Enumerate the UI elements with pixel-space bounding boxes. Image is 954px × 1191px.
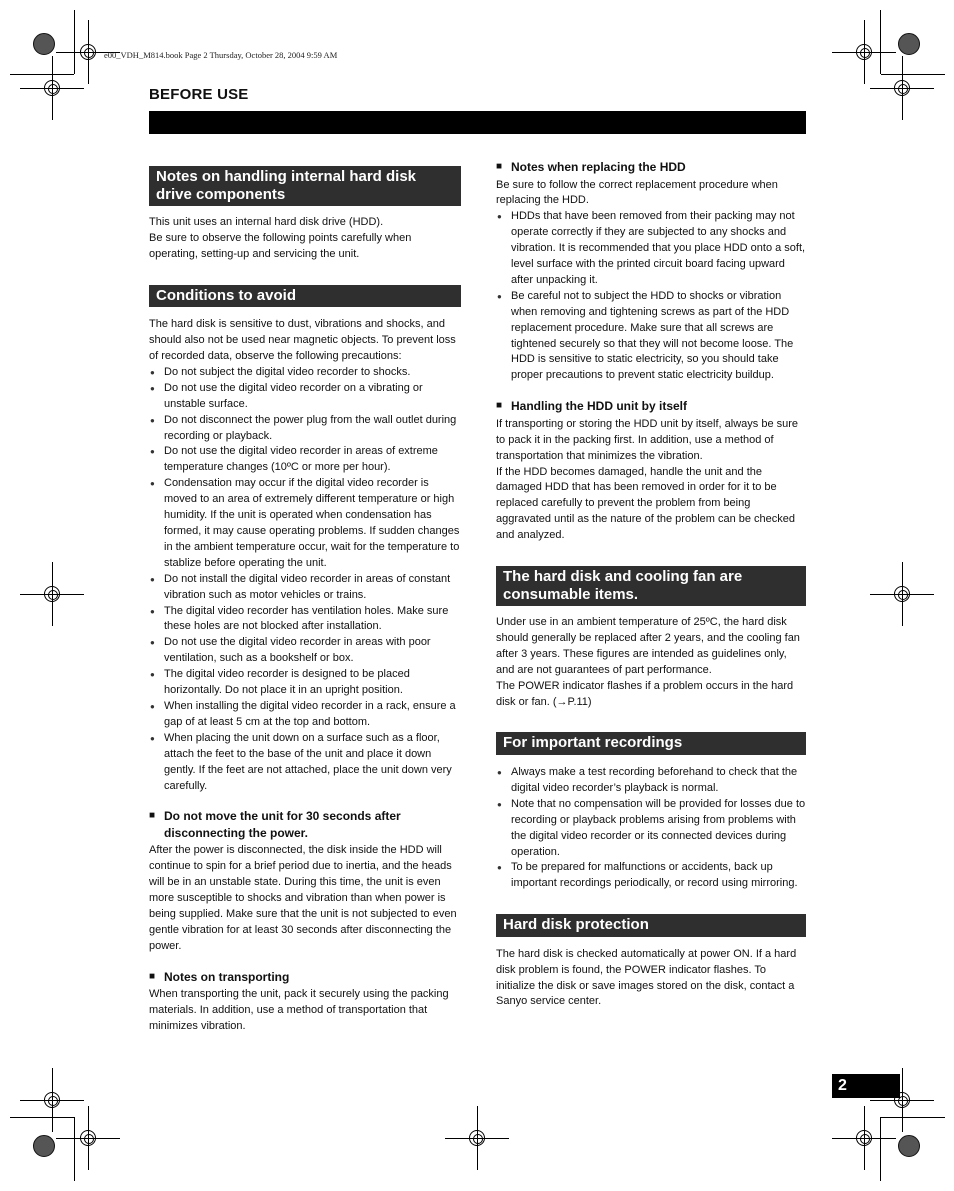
heading-important-recordings: For important recordings xyxy=(496,732,806,755)
do-not-move-text: After the power is disconnected, the disk inside the HDD will continue to spin for a brief period due to inertia, and the heads will be in an unstable state. During this time, the unit is even more susceptible to shocks and vibration than when power is being supplied. Make sure that the unit is not subjected to even gentle vibration for at least 30 seconds after disconnecting the power. xyxy=(149,844,457,952)
list-item: ● Do not use the digital video recorder in areas of extreme temperature changes (10ºC or more per hour). xyxy=(149,444,461,476)
file-header: e00_VDH_M814.book Page 2 Thursday, October 28, 2004 9:59 AM xyxy=(104,50,338,60)
replacing-hdd-intro: Be sure to follow the correct replacement procedure when replacing the HDD. xyxy=(496,178,778,207)
list-item: ● Do not use the digital video recorder on a vibrating or unstable surface. xyxy=(149,381,461,413)
list-item: ● HDDs that have been removed from their packing may not operate correctly if they are subjected to any shocks and vibration. It is recommended that you place HDD onto a soft, level surface with the printed circuit board facing upward after unpacking it. xyxy=(496,209,806,289)
consumable-text-2: The POWER indicator flashes if a problem occurs in the hard disk or fan. (→P.11) xyxy=(496,679,794,708)
list-item: ● Be careful not to subject the HDD to shocks or vibration when removing and tightening screws as part of the HDD replacement procedure. Make sure that all screws are tightened securely so that they will not become loose. The HDD is sensitive to static electricity, so you should take proper precautions to prevent static electricity buildup. xyxy=(496,289,806,384)
replacing-hdd-list xyxy=(496,209,806,384)
list-item: ● When installing the digital video recorder in a rack, ensure a gap of at least 5 cm at the top and bottom. xyxy=(149,699,461,731)
consumable-text-1: Under use in an ambient temperature of 25ºC, the hard disk should generally be replaced after 2 years, and the cooling fan after 3 years. These figures are intended as guidelines only, and are not guarantees of part performance. xyxy=(496,616,800,676)
protection-text: The hard disk is checked automatically at power ON. If a hard disk problem is found, the POWER indicator flashes. To initialize the disk or save images stored on the disk, contact a Sanyo service center. xyxy=(496,947,797,1008)
section-label: BEFORE USE xyxy=(149,86,249,103)
subhead-do-not-move: ■ Do not move the unit for 30 seconds after disconnecting the power. xyxy=(149,808,461,841)
hdd-by-itself-text-2: If the HDD becomes damaged, handle the unit and the damaged HDD that has been removed in order for it to be replaced carefully to prevent the problem from being aggravated until as the nature of the problem can be checked and analyzed. xyxy=(496,465,796,542)
page-number: 2 xyxy=(832,1074,900,1098)
left-column xyxy=(149,166,461,1035)
list-item: ● Do not use the digital video recorder in areas with poor ventilation, such as a bookshelf or box. xyxy=(149,635,461,667)
subhead-replacing-hdd: ■ Notes when replacing the HDD xyxy=(496,159,806,176)
heading-hard-disk-protection: Hard disk protection xyxy=(496,914,806,937)
important-recordings-list xyxy=(496,765,806,892)
heading-consumable-items: The hard disk and cooling fan are consumable items. xyxy=(496,566,806,606)
heading-handling-hdd: Notes on handling internal hard disk drive components xyxy=(149,166,461,206)
conditions-list xyxy=(149,365,461,794)
hdd-by-itself-text-1: If transporting or storing the HDD unit by itself, always be sure to pack it in the packing first. In addition, use a method of transportation that minimizes the vibration. xyxy=(496,417,799,462)
subhead-transporting: ■ Notes on transporting xyxy=(149,969,461,986)
handling-hdd-text-2: Be sure to observe the following points carefully when operating, setting-up and servicing the unit. xyxy=(149,231,412,260)
list-item: ● Do not disconnect the power plug from the wall outlet during recording or playback. xyxy=(149,413,461,445)
list-item: ● Always make a test recording beforehand to check that the digital video recorder’s playback is normal. xyxy=(496,765,806,797)
right-column xyxy=(496,159,806,1010)
handling-hdd-text-1: This unit uses an internal hard disk drive (HDD). xyxy=(149,216,384,228)
list-item: ● The digital video recorder has ventilation holes. Make sure these holes are not blocked after installation. xyxy=(149,604,461,636)
list-item: ● When placing the unit down on a surface such as a floor, attach the feet to the base of the unit and place it down gently. If the feet are not attached, place the unit down very carefully. xyxy=(149,731,461,795)
header-bar xyxy=(149,111,806,134)
heading-conditions-to-avoid: Conditions to avoid xyxy=(149,285,461,308)
list-item: ● The digital video recorder is designed to be placed horizontally. Do not place it in an upright position. xyxy=(149,667,461,699)
list-item: ● To be prepared for malfunctions or accidents, back up important recordings periodically, or record using mirroring. xyxy=(496,860,806,892)
list-item: ● Note that no compensation will be provided for losses due to recording or playback problems arising from problems with the digital video recorder or its connected devices during operation. xyxy=(496,797,806,861)
conditions-intro: The hard disk is sensitive to dust, vibrations and shocks, and should also not be used near magnetic objects. To prevent loss of recorded data, observe the following precautions: xyxy=(149,318,456,363)
list-item: ● Do not install the digital video recorder in areas of constant vibration such as motor vehicles or trains. xyxy=(149,572,461,604)
subhead-hdd-by-itself: ■ Handling the HDD unit by itself xyxy=(496,398,806,415)
list-item: ● Condensation may occur if the digital video recorder is moved to an area of extremely different temperature or high humidity. If the unit is operated when condensation has formed, it may cause operating problems. If sudden changes in the ambient temperature occur, wait for the temperature to stablize before operating the unit. xyxy=(149,476,461,571)
transporting-text: When transporting the unit, pack it securely using the packing materials. In addition, use a method of transportation that minimizes vibration. xyxy=(149,988,449,1033)
list-item: ● Do not subject the digital video recorder to shocks. xyxy=(149,365,461,381)
